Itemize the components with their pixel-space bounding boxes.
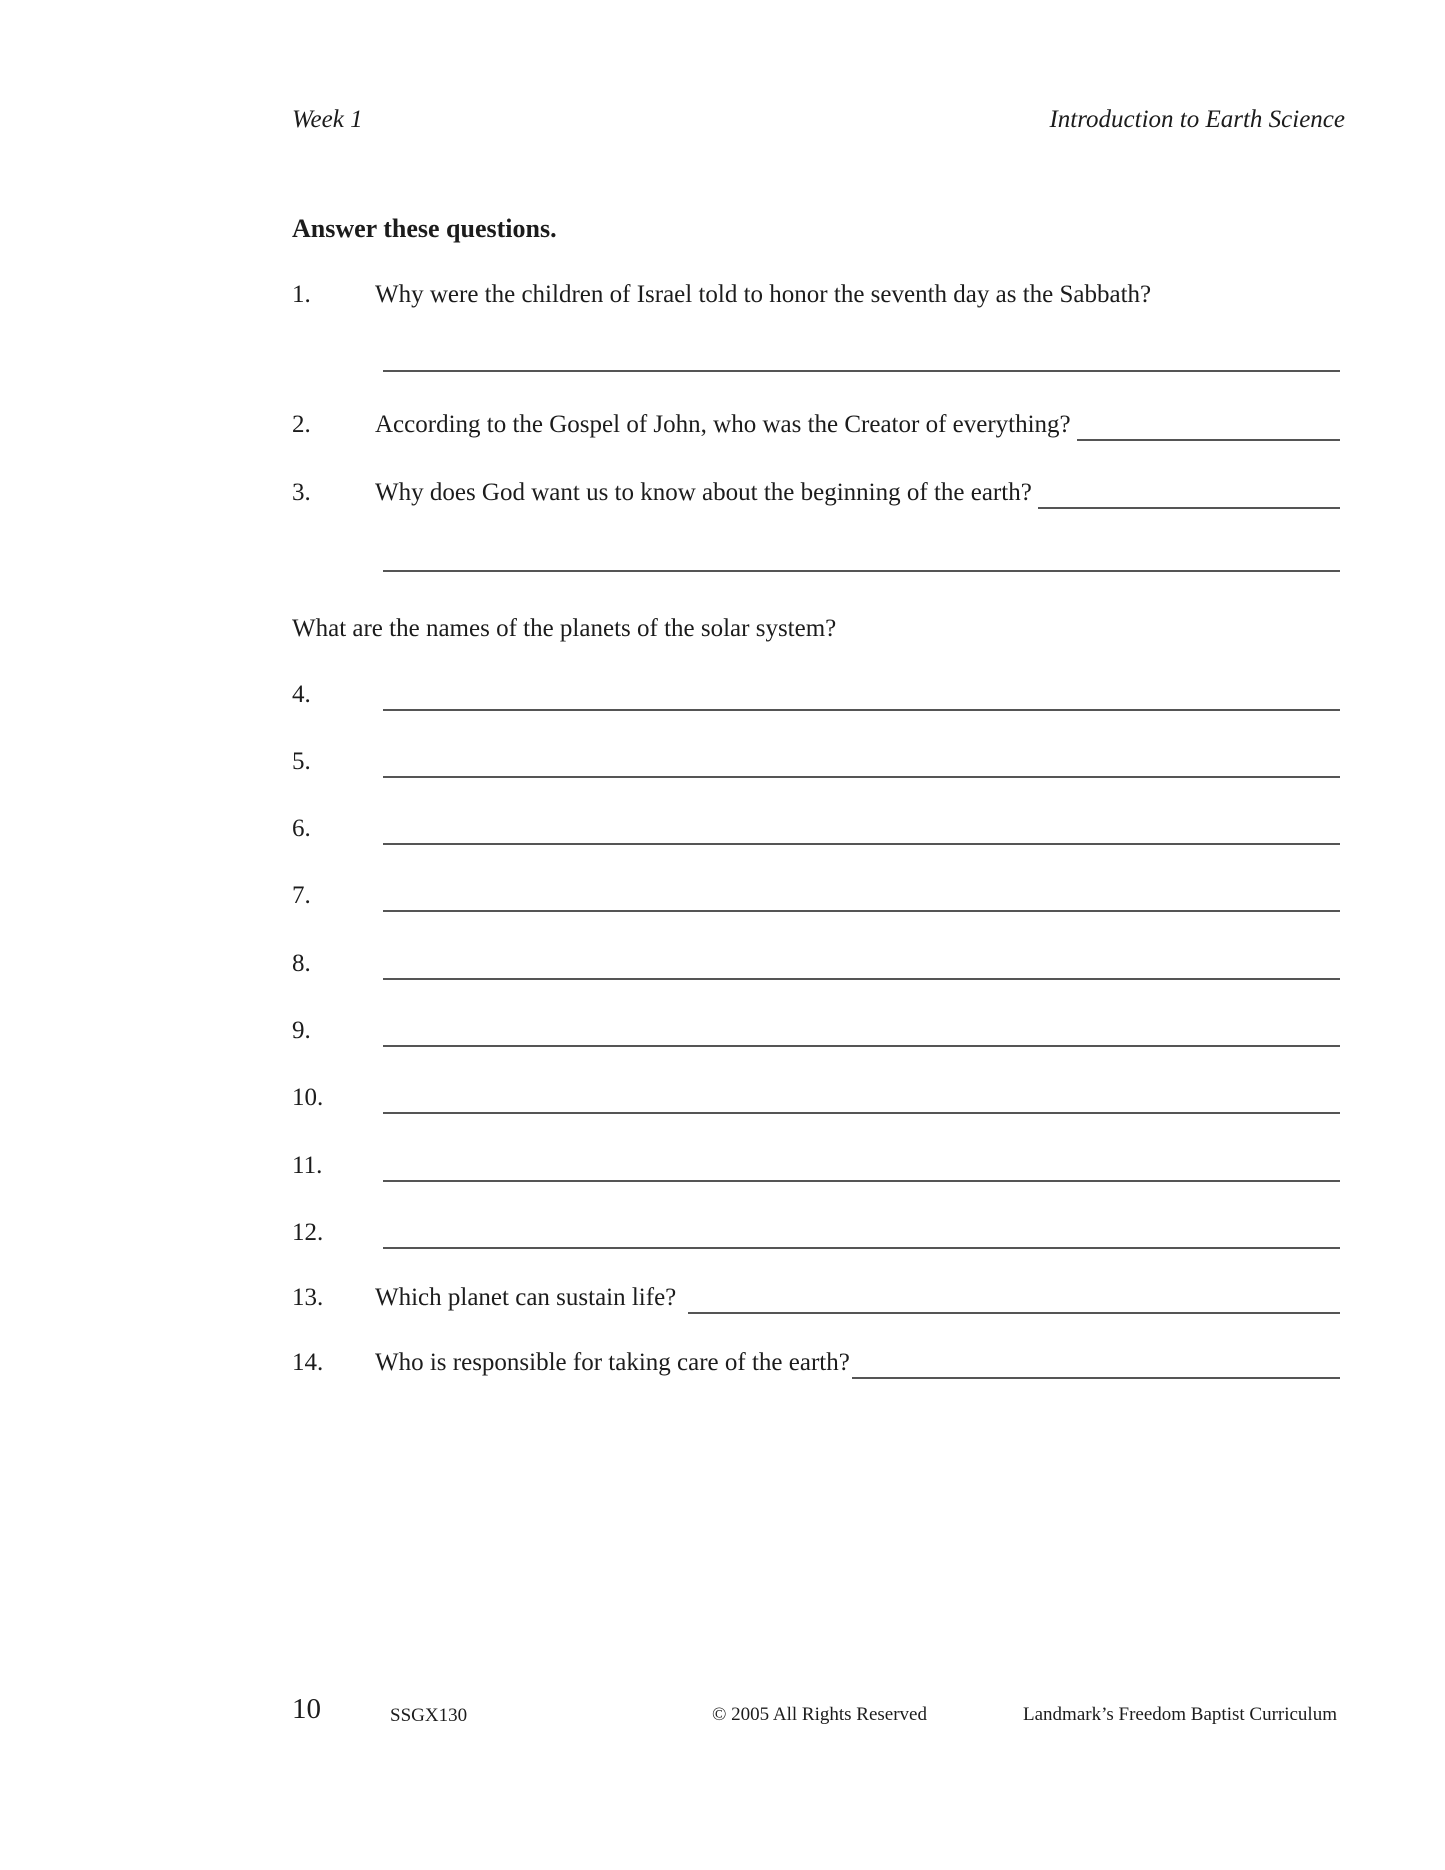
header-week-label: Week 1 (292, 106, 363, 133)
question-14-answer-line (852, 1346, 1340, 1379)
question-13 (292, 1281, 1340, 1314)
question-14-text: Who is responsible for taking care of the earth? (375, 1349, 850, 1376)
blank-item-10 (292, 1081, 1340, 1114)
question-2-answer-line (1077, 408, 1340, 441)
question-14 (292, 1346, 1340, 1379)
footer-course-code: SSGX130 (390, 1705, 468, 1726)
question-1-number: 1. (292, 281, 311, 308)
header-chapter-title: Introduction to Earth Science (1049, 106, 1345, 133)
blank-item-11-answer-line (383, 1149, 1340, 1182)
blank-item-6-answer-line (383, 812, 1340, 845)
blank-item-9-number: 9. (292, 1017, 311, 1044)
question-13-number: 13. (292, 1284, 324, 1311)
footer-publisher: Landmark’s Freedom Baptist Curriculum (1023, 1704, 1337, 1725)
question-1-text: Why were the children of Israel told to honor the seventh day as the Sabbath? (375, 281, 1152, 308)
section-heading: Answer these questions. (292, 214, 557, 243)
blank-item-9 (292, 1014, 1340, 1047)
question-2-number: 2. (292, 411, 311, 438)
blank-item-5-number: 5. (292, 748, 311, 775)
blank-item-5-answer-line (383, 745, 1340, 778)
blank-item-10-answer-line (383, 1081, 1340, 1114)
question-1 (292, 278, 1340, 311)
blank-item-5 (292, 745, 1340, 778)
blank-item-8-answer-line (383, 947, 1340, 980)
blank-item-7-answer-line (383, 879, 1340, 912)
blank-item-11 (292, 1149, 1340, 1182)
blank-item-10-number: 10. (292, 1084, 324, 1111)
blank-item-11-number: 11. (292, 1152, 323, 1179)
question-3-answer-line-2 (383, 570, 1340, 572)
question-3-number: 3. (292, 479, 311, 506)
blank-item-8-number: 8. (292, 950, 311, 977)
question-2 (292, 408, 1340, 441)
blank-item-7-number: 7. (292, 882, 311, 909)
question-3 (292, 476, 1340, 509)
blank-item-4-answer-line (383, 678, 1340, 711)
footer-page-number: 10 (292, 1693, 321, 1725)
blank-item-12-number: 12. (292, 1219, 324, 1246)
question-3-answer-line (1038, 476, 1340, 509)
blank-item-4-number: 4. (292, 681, 311, 708)
planets-prompt: What are the names of the planets of the solar system? (292, 615, 837, 642)
blank-item-12-answer-line (383, 1216, 1340, 1249)
question-1-answer-line (383, 370, 1340, 372)
question-14-number: 14. (292, 1349, 324, 1376)
blank-item-8 (292, 947, 1340, 980)
question-13-text: Which planet can sustain life? (375, 1284, 677, 1311)
footer-copyright: © 2005 All Rights Reserved (712, 1704, 927, 1725)
blank-item-7 (292, 879, 1340, 912)
question-13-answer-line (688, 1281, 1340, 1314)
question-3-text: Why does God want us to know about the beginning of the earth? (375, 479, 1032, 506)
blank-item-12 (292, 1216, 1340, 1249)
blank-item-4 (292, 678, 1340, 711)
question-2-text: According to the Gospel of John, who was the Creator of everything? (375, 411, 1071, 438)
blank-item-6 (292, 812, 1340, 845)
blank-item-9-answer-line (383, 1014, 1340, 1047)
blank-item-6-number: 6. (292, 815, 311, 842)
